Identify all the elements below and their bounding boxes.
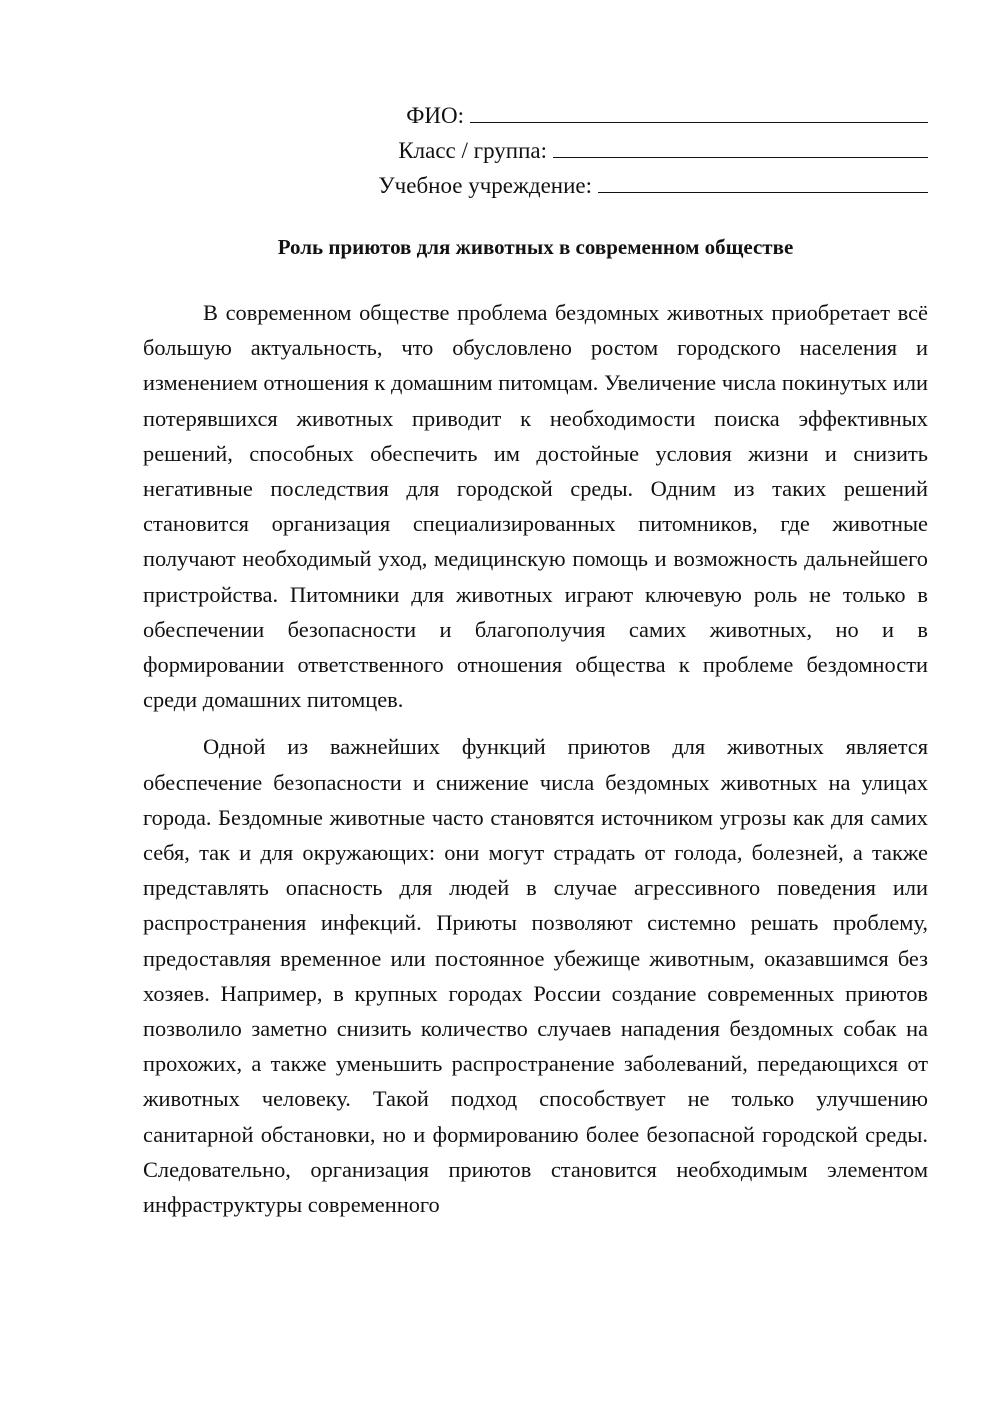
class-label: Класс / группа: bbox=[398, 138, 547, 163]
class-field-row bbox=[300, 127, 928, 162]
fio-field-row bbox=[300, 92, 928, 127]
paragraph-1: В современном обществе проблема бездомных животных приобретает всё большую актуальность, что обусловлено ростом городского населения и изменением отношения к домашним питомцам. Увеличение числа покинутых или потерявшихся животных приводит к необходимости поиска эффективных решений, способных обеспечить им достойные условия жизни и снизить негативные последствия для городской среды. Одним из таких решений становится организация специализированных питомников, где животные получают необходимый уход, медицинскую помощь и возможность дальнейшего пристройства. Питомники для животных играют ключевую роль не только в обеспечении безопасности и благополучия самих животных, но и в формировании ответственного отношения общества к проблеме бездомности среди домашних питомцев. bbox=[143, 300, 928, 713]
paragraph-2: Одной из важнейших функций приютов для животных является обеспечение безопасности и снижение числа бездомных животных на улицах города. Бездомные животные часто становятся источником угрозы как для самих себя, так и для окружающих: они могут страдать от голода, болезней, а также представлять опасность для людей в случае агрессивного поведения или распространения инфекций. Приюты позволяют системно решать проблему, предоставляя временное или постоянное убежище животным, оказавшимся без хозяев. Например, в крупных городах России создание современных приютов позволило заметно снизить количество случаев нападения бездомных собак на прохожих, а также уменьшить распространение заболеваний, передающихся от животных человеку. Такой подход способствует не только улучшению санитарной обстановки, но и формированию более безопасной городской среды. Следовательно, организация приютов становится необходимым элементом инфраструктуры современного bbox=[143, 734, 928, 1218]
school-blank-line bbox=[598, 192, 928, 193]
fio-label: ФИО: bbox=[406, 103, 464, 128]
school-label: Учебное учреждение: bbox=[378, 173, 592, 198]
school-field-row bbox=[300, 162, 928, 197]
student-info-block bbox=[300, 92, 928, 197]
document-title: Роль приютов для животных в современном обществе bbox=[277, 235, 794, 259]
class-blank-line bbox=[553, 157, 928, 158]
fio-blank-line bbox=[470, 122, 928, 123]
document-body bbox=[143, 295, 928, 1234]
